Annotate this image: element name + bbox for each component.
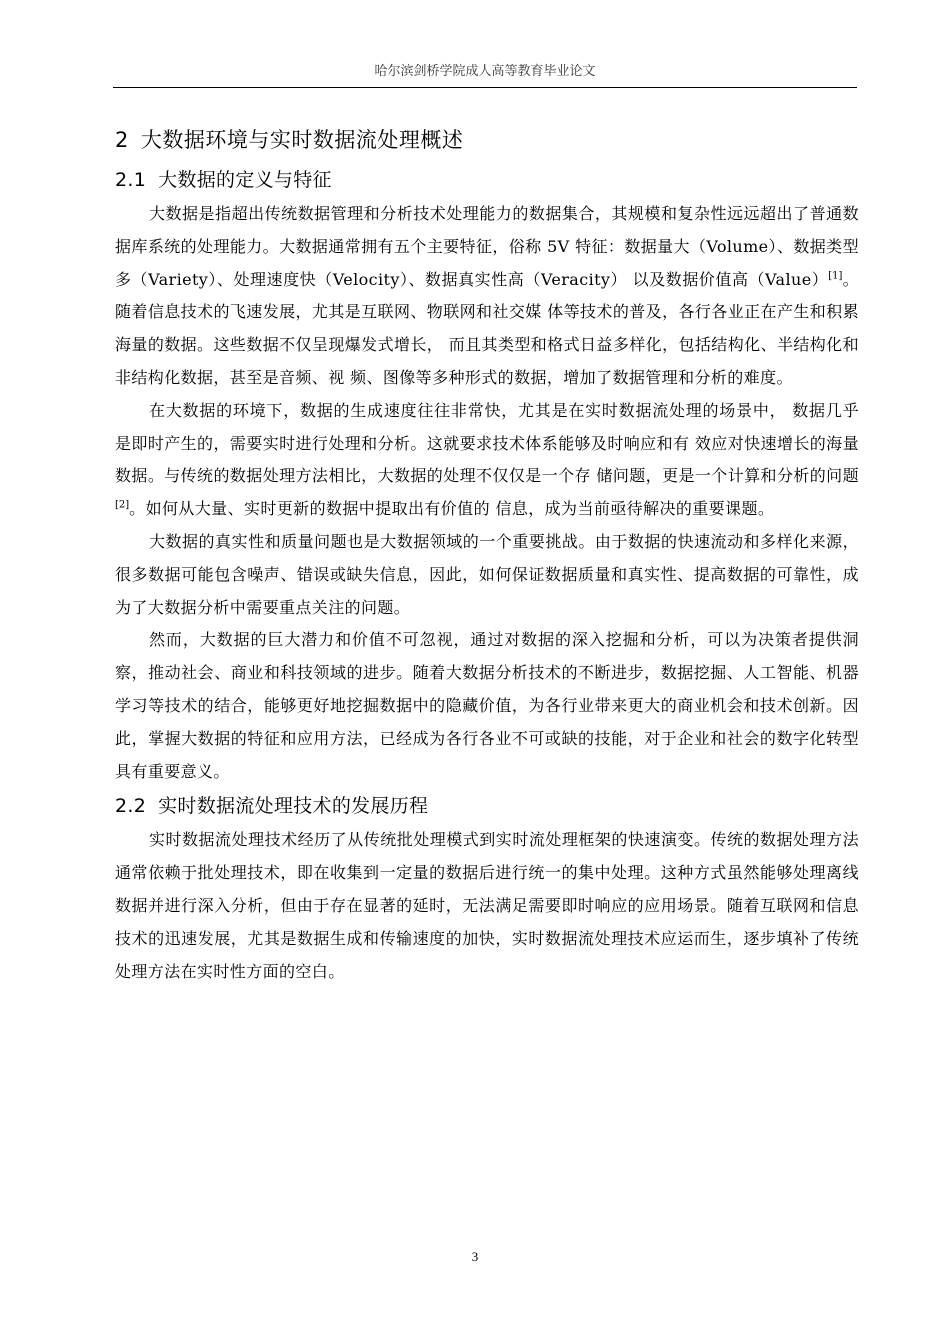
section-title: 大数据的定义与特征 — [158, 169, 332, 191]
section-number: 2.1 — [115, 169, 147, 191]
chapter-title: 大数据环境与实时数据流处理概述 — [140, 128, 464, 152]
section-number: 2.2 — [115, 795, 147, 818]
page-body — [115, 118, 859, 988]
header-rule — [113, 87, 857, 88]
paragraph-text: 大数据是指超出传统数据管理和分析技术处理能力的数据集合，其规模和复杂性远远超出了普通数据库系统的处理能力。大数据通常拥有五个主要特征，俗称 5V 特征：数据量大（Volume）、数据类型多（Variety）、处理速度快（Velocity）、数据真实性高（Veracity） 以及数据价值高（Value） — [115, 204, 859, 289]
paragraph-stream-processing-history: 实时数据流处理技术经历了从传统批处理模式到实时流处理框架的快速演变。传统的数据处理方法通常依赖于批处理技术，即在收集到一定量的数据后进行统一的集中处理。这种方式虽然能够处理离线数据并进行深入分析，但由于存在显著的延时，无法满足需要即时响应的应用场景。随着互联网和信息技术的迅速发展，尤其是数据生成和传输速度的加快，实时数据流处理技术应运而生，逐步填补了传统处理方法在实时性方面的空白。 — [115, 830, 859, 981]
chapter-heading — [115, 118, 859, 162]
paragraph-big-data-value: 然而，大数据的巨大潜力和价值不可忽视，通过对数据的深入挖掘和分析，可以为决策者提供洞察，推动社会、商业和科技领域的进步。随着大数据分析技术的不断进步，数据挖掘、人工智能、机器学习等技术的结合，能够更好地挖掘数据中的隐藏价值，为各行业带来更大的商业机会和技术创新。因此，掌握大数据的特征和应用方法，已经成为各行各业不可或缺的技能，对于企业和社会的数字化转型具有重要意义。 — [115, 630, 859, 781]
paragraph-data-quality: 大数据的真实性和质量问题也是大数据领域的一个重要挑战。由于数据的快速流动和多样化来源，很多数据可能包含噪声、错误或缺失信息，因此，如何保证数据质量和真实性、提高数据的可靠性，成为了大数据分析中需要重点关注的问题。 — [115, 531, 859, 617]
chapter-number: 2 — [115, 128, 129, 152]
paragraph-realtime-environment — [115, 395, 859, 526]
citation-ref-2: [2] — [115, 499, 130, 511]
paragraph-big-data-definition — [115, 198, 859, 395]
page-number: 3 — [471, 1249, 479, 1264]
section-title: 实时数据流处理技术的发展历程 — [158, 795, 429, 818]
running-header: 哈尔滨剑桥学院成人高等教育毕业论文 — [374, 64, 596, 79]
section-heading-2-2 — [115, 788, 859, 824]
paragraph-text: 。如何从大量、实时更新的数据中提取出有价值的 信息，成为当前亟待解决的重要课题。 — [129, 499, 775, 519]
section-heading-2-1 — [115, 162, 859, 198]
citation-ref-1: [1] — [828, 270, 843, 282]
paragraph-text: 。随着信息技术的飞速发展，尤其是互联网、物联网和社交媒 体等技术的普及，各行各业正在产生和积累海量的数据。这些数据不仅呈现爆发式增长， 而且其类型和格式日益多样化，包括结构化、半结构化和非结构化数据，甚至是音频、视 频、图像等多种形式的数据，增加了数据管理和分析的难度。 — [115, 269, 859, 387]
paragraph-text: 在大数据的环境下，数据的生成速度往往非常快，尤其是在实时数据流处理的场景中， 数据几乎是即时产生的，需要实时进行处理和分析。这就要求技术体系能够及时响应和有 效应对快速增长的海量数据。与传统的数据处理方法相比，大数据的处理不仅仅是一个存 储问题，更是一个计算和分析的问题 — [115, 400, 859, 486]
